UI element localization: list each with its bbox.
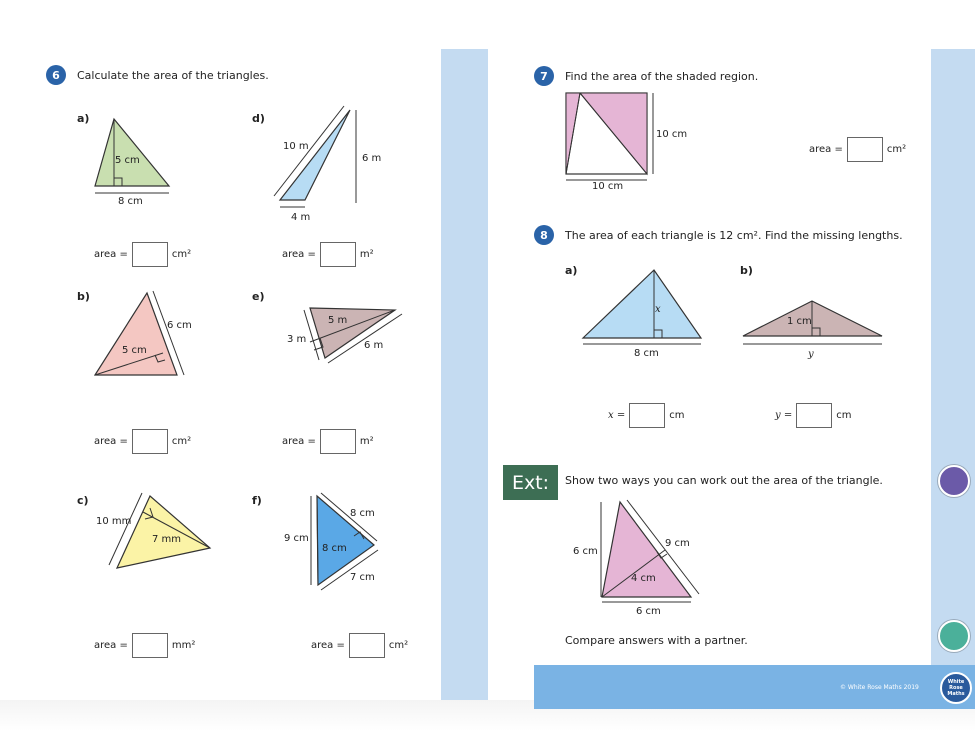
answer-q8b: y = cm	[775, 403, 851, 428]
question-7-text: Find the area of the shaded region.	[565, 70, 759, 83]
answer-f: area = cm²	[311, 633, 408, 658]
q8-triangle-a-figure	[575, 262, 710, 362]
triangle-b-side-label: 6 cm	[167, 320, 192, 331]
extension-badge: Ext:	[503, 465, 558, 500]
speech-bubble-icon[interactable]	[938, 620, 970, 652]
part-e-label: e)	[252, 290, 265, 303]
part-b-label: b)	[77, 290, 90, 303]
copyright-text: © White Rose Maths 2019	[840, 684, 919, 691]
triangle-f-figure	[280, 488, 390, 598]
answer-e: area = m²	[282, 429, 374, 454]
triangle-c	[117, 496, 210, 568]
answer-q7: area = cm²	[809, 137, 906, 162]
triangle-a	[95, 119, 169, 186]
triangle-a-height-label: 5 cm	[115, 155, 140, 166]
question-7-number: 7	[534, 66, 554, 86]
triangle-c-figure	[90, 488, 220, 578]
triangle-f-inner-label: 8 cm	[322, 543, 347, 554]
answer-b-input[interactable]	[132, 429, 168, 454]
triangle-e-side-label: 3 m	[287, 334, 307, 345]
part-f-label: f)	[252, 494, 262, 507]
answer-a: area = cm²	[94, 242, 191, 267]
shaded-region-figure	[560, 88, 700, 193]
q8-a-base-label: 8 cm	[634, 348, 659, 359]
answer-d-input[interactable]	[320, 242, 356, 267]
q8-part-b-label: b)	[740, 264, 753, 277]
q7-height-label: 10 cm	[656, 129, 688, 140]
answer-c-input[interactable]	[132, 633, 168, 658]
ext-base-label: 6 cm	[636, 606, 661, 617]
triangle-d	[280, 110, 350, 200]
triangle-f-bottom-label: 7 cm	[350, 572, 375, 583]
triangle-e-figure	[280, 300, 410, 370]
answer-a-input[interactable]	[132, 242, 168, 267]
compare-text: Compare answers with a partner.	[565, 634, 748, 647]
q8-part-a-label: a)	[565, 264, 578, 277]
question-6-text: Calculate the area of the triangles.	[77, 69, 269, 82]
triangle-c-height-label: 7 mm	[152, 534, 182, 545]
answer-f-input[interactable]	[349, 633, 385, 658]
triangle-e-long-label: 6 m	[364, 340, 384, 351]
middle-strip	[441, 49, 488, 709]
white-rose-maths-logo: White Rose Maths	[940, 672, 972, 704]
answer-d: area = m²	[282, 242, 374, 267]
triangle-b	[95, 293, 177, 375]
ext-inner-label: 4 cm	[631, 573, 656, 584]
question-8-number: 8	[534, 225, 554, 245]
right-strip	[931, 49, 975, 665]
triangle-a-figure	[85, 110, 185, 210]
question-6-number: 6	[46, 65, 66, 85]
extension-text: Show two ways you can work out the area of the triangle.	[565, 474, 883, 487]
q7-width-label: 10 cm	[592, 181, 624, 192]
triangle-d-figure	[270, 100, 390, 225]
triangle-a-base-label: 8 cm	[118, 196, 143, 207]
triangle-c-side-label: 10 mm	[96, 516, 132, 527]
triangle-e-top-label: 5 m	[328, 315, 348, 326]
ext-side-label: 9 cm	[665, 538, 690, 549]
ext-height-label: 6 cm	[573, 546, 598, 557]
answer-e-input[interactable]	[320, 429, 356, 454]
q8-b-height-label: 1 cm	[787, 316, 812, 327]
part-d-label: d)	[252, 112, 265, 125]
answer-q8a: x = cm	[608, 403, 684, 428]
answer-b: area = cm²	[94, 429, 191, 454]
answer-q8b-input[interactable]	[796, 403, 832, 428]
triangle-f-left-label: 9 cm	[284, 533, 309, 544]
triangle-b-height-label: 5 cm	[122, 345, 147, 356]
q8-triangle-a	[583, 270, 701, 338]
triangle-d-base-label: 4 m	[291, 212, 311, 223]
triangle-f-top-label: 8 cm	[350, 508, 375, 519]
answer-q8a-input[interactable]	[629, 403, 665, 428]
q8-triangle-b-figure	[735, 292, 890, 367]
extension-triangle-figure	[565, 495, 715, 620]
answer-c: area = mm²	[94, 633, 195, 658]
part-a-label: a)	[77, 112, 90, 125]
answer-q7-input[interactable]	[847, 137, 883, 162]
triangle-b-figure	[85, 285, 205, 385]
thinking-bubble-icon[interactable]	[938, 465, 970, 497]
question-8-text: The area of each triangle is 12 cm². Find the missing lengths.	[565, 229, 903, 242]
part-c-label: c)	[77, 494, 89, 507]
triangle-d-height-label: 6 m	[362, 153, 382, 164]
q8-b-var-label: y	[808, 349, 814, 360]
triangle-d-side-label: 10 m	[283, 141, 309, 152]
q8-a-var-label: x	[655, 304, 661, 315]
